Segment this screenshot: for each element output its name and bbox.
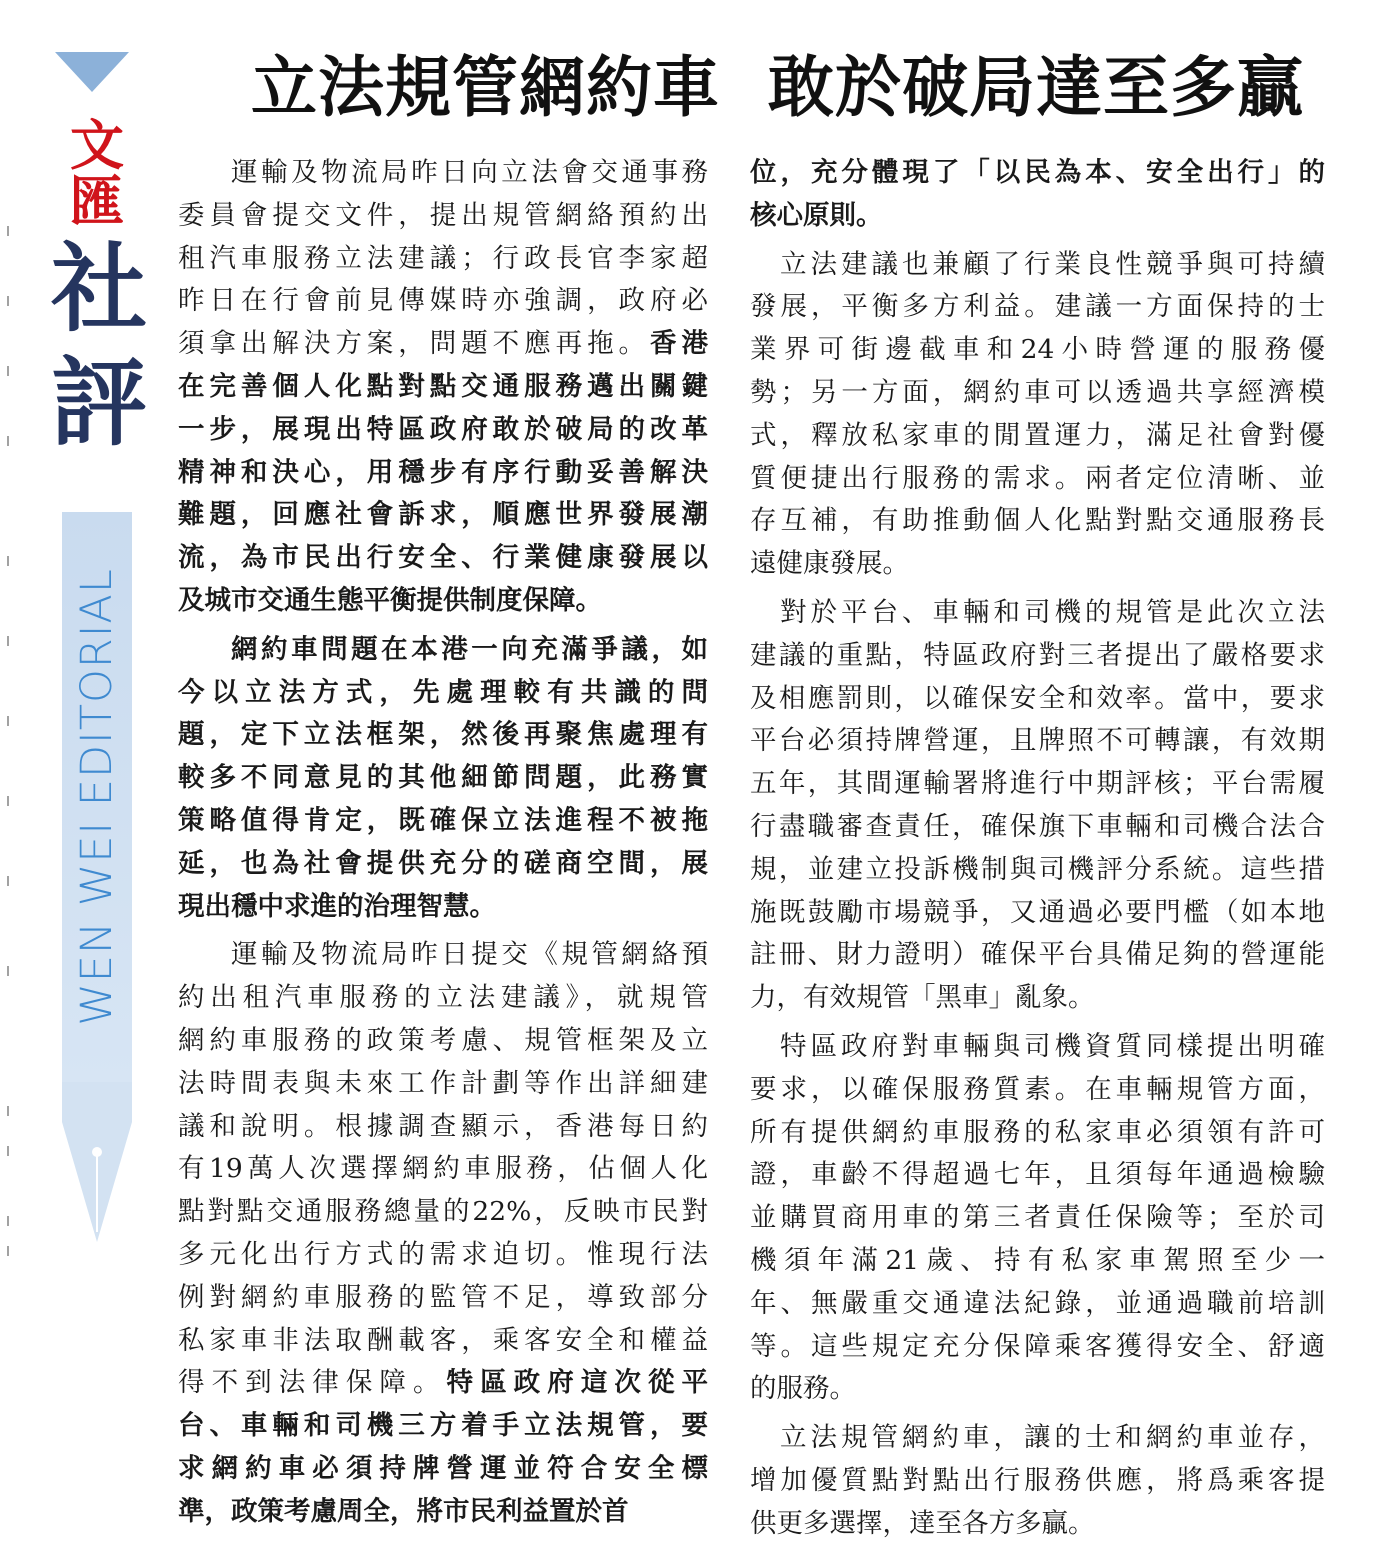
- paragraph-line: 求網約車必須持牌營運並符合安全標: [178, 1452, 708, 1484]
- paragraph-line: 業界可街邊截車和24小時營運的服務優: [750, 334, 1325, 366]
- paragraph-line: 及相應罰則，以確保安全和效率。當中，要求: [750, 682, 1325, 714]
- line-segment-regular: 須拿出解決方案，問題不應再拖。: [178, 328, 651, 360]
- paragraph-line: 式，釋放私家車的閒置運力，滿足社會對優: [750, 419, 1325, 451]
- paragraph-line: 現出穩中求進的治理智慧。: [178, 890, 496, 922]
- paragraph-line: 建議的重點，特區政府對三者提出了嚴格要求: [750, 639, 1325, 671]
- paragraph-line: 題，定下立法框架，然後再聚焦處理有: [178, 719, 708, 751]
- paragraph-line: 註冊、財力證明）確保平台具備足夠的營運能: [750, 939, 1325, 971]
- paragraph-line: 網約車問題在本港一向充滿爭議，如: [231, 633, 708, 665]
- paragraph-line: 施既鼓勵市場競爭，又通過必要門檻（如本地: [750, 896, 1325, 928]
- paragraph-line: 力，有效規管「黑車」亂象。: [750, 982, 1095, 1014]
- paragraph-line: 五年，其間運輸署將進行中期評核；平台需履: [750, 768, 1325, 800]
- article-column-left: [178, 152, 708, 1534]
- pen-nib-icon: [62, 1082, 132, 1242]
- paragraph-line: 私家車非法取酬載客，乘客安全和權益: [178, 1324, 708, 1356]
- masthead-brand: 文匯: [70, 114, 124, 233]
- paragraph-line: 今以立法方式，先處理較有共識的問: [178, 676, 708, 708]
- paragraph-line: 行盡職審查責任，確保旗下車輛和司機合法合: [750, 810, 1325, 842]
- paragraph-line: 網約車服務的政策考慮、規管框架及立: [178, 1024, 708, 1056]
- paragraph-line: 及城市交通生態平衡提供制度保障。: [178, 584, 602, 616]
- paragraph-line: 例對網約車服務的監管不足，導致部分: [178, 1281, 708, 1313]
- paragraph-line: 有19萬人次選擇網約車服務，佔個人化: [178, 1153, 708, 1185]
- paragraph-line: 流，為市民出行安全、行業健康發展以: [178, 542, 708, 574]
- paragraph-line: 所有提供網約車服務的私家車必須領有許可: [750, 1116, 1325, 1148]
- paragraph-line: 等。這些規定充分保障乘客獲得安全、舒適: [750, 1330, 1325, 1362]
- paragraph-line: 延，也為社會提供充分的磋商空間，展: [178, 847, 708, 879]
- paragraph-line: 立法規管網約車，讓的士和網約車並存，: [780, 1422, 1325, 1454]
- paragraph-line: 運輸及物流局昨日向立法會交通事務: [231, 157, 708, 188]
- paragraph-line: 精神和決心，用穩步有序行動妥善解決: [178, 456, 708, 488]
- paragraph-line: 委員會提交文件，提出規管網絡預約出: [178, 199, 708, 231]
- paragraph-line: 難題，回應社會訴求，順應世界發展潮: [178, 499, 708, 531]
- paragraph-line: 遠健康發展。: [750, 548, 909, 580]
- paragraph-line: 台、車輛和司機三方着手立法規管，要: [178, 1410, 708, 1442]
- masthead-triangle-decoration: [55, 52, 129, 92]
- paragraph-line: 昨日在行會前見傳媒時亦強調，政府必: [178, 285, 708, 317]
- paragraph-line: 議和說明。根據調查顯示，香港每日約: [178, 1110, 708, 1142]
- paragraph-line: 位，充分體現了「以民為本、安全出行」的: [750, 157, 1325, 188]
- paragraph-line: 平台必須持牌營運，且牌照不可轉讓，有效期: [750, 725, 1325, 757]
- paragraph-line: 約出租汽車服務的立法建議》，就規管: [178, 982, 708, 1014]
- paragraph-line: 一步，展現出特區政府敢於破局的改革: [178, 413, 708, 445]
- masthead-english-title: WEN WEI EDITORIAL: [72, 568, 122, 1026]
- paragraph-line: 的服務。: [750, 1373, 856, 1405]
- paragraph-line: 供更多選擇，達至各方多贏。: [750, 1507, 1095, 1539]
- masthead: [0, 0, 165, 1517]
- paragraph-line: 機須年滿21歲、持有私家車駕照至少一: [750, 1244, 1325, 1276]
- paragraph-line: 特區政府對車輛與司機資質同樣提出明確: [780, 1030, 1325, 1062]
- paragraph-line: [178, 323, 708, 366]
- paragraph-line: 對於平台、車輛和司機的規管是此次立法: [780, 596, 1325, 628]
- paragraph-line: 發展，平衡多方利益。建議一方面保持的士: [750, 291, 1325, 323]
- paragraph-line: 核心原則。: [750, 199, 883, 231]
- paragraph-line: 立法建議也兼顧了行業良性競爭與可持續: [780, 248, 1325, 280]
- masthead-section-title: 社評: [51, 233, 147, 459]
- paragraph-line: 規，並建立投訴機制與司機評分系統。這些措: [750, 853, 1325, 885]
- article-column-right: [750, 152, 1325, 1546]
- paragraph-line: 勢；另一方面，網約車可以透過共享經濟模: [750, 376, 1325, 408]
- paragraph-line: 要求，以確保服務質素。在車輛規管方面，: [750, 1073, 1325, 1105]
- paragraph-line: 法時間表與未來工作計劃等作出詳細建: [178, 1067, 708, 1099]
- paragraph-line: 租汽車服務立法建議；行政長官李家超: [178, 242, 708, 274]
- paragraph-line: 點對點交通服務總量的22%，反映市民對: [178, 1196, 708, 1228]
- line-segment-regular: 得不到法律保障。: [178, 1367, 447, 1399]
- paragraph-line: 質便捷出行服務的需求。兩者定位清晰、並: [750, 462, 1325, 494]
- column-tick-marks: [0, 0, 20, 1517]
- paragraph-line: 證，車齡不得超過七年，且須每年通過檢驗: [750, 1159, 1325, 1191]
- paragraph-line: 並購買商用車的第三者責任保險等；至於司: [750, 1202, 1325, 1234]
- paragraph-line: 策略值得肯定，既確保立法進程不被拖: [178, 804, 708, 836]
- paragraph-line: 年、無嚴重交通違法紀錄，並通過職前培訓: [750, 1287, 1325, 1319]
- paragraph-line: [178, 1362, 708, 1405]
- paragraph-line: 在完善個人化點對點交通服務邁出關鍵: [178, 370, 708, 402]
- paragraph-line: 存互補，有助推動個人化點對點交通服務長: [750, 505, 1325, 537]
- paragraph-line: 增加優質點對點出行服務供應，將爲乘客提: [750, 1464, 1325, 1496]
- paragraph-line: 運輸及物流局昨日提交《規管網絡預: [231, 939, 708, 971]
- paragraph-line: 準，政策考慮周全，將市民利益置於首: [178, 1495, 629, 1527]
- paragraph-line: 較多不同意見的其他細節問題，此務實: [178, 762, 708, 794]
- headline: 立法規管網約車 敢於破局達至多贏: [251, 49, 1304, 126]
- paragraph-line: 多元化出行方式的需求迫切。惟現行法: [178, 1238, 708, 1270]
- line-segment-bold: 特區政府這次從平: [446, 1367, 708, 1399]
- line-segment-bold: 香港: [650, 328, 708, 360]
